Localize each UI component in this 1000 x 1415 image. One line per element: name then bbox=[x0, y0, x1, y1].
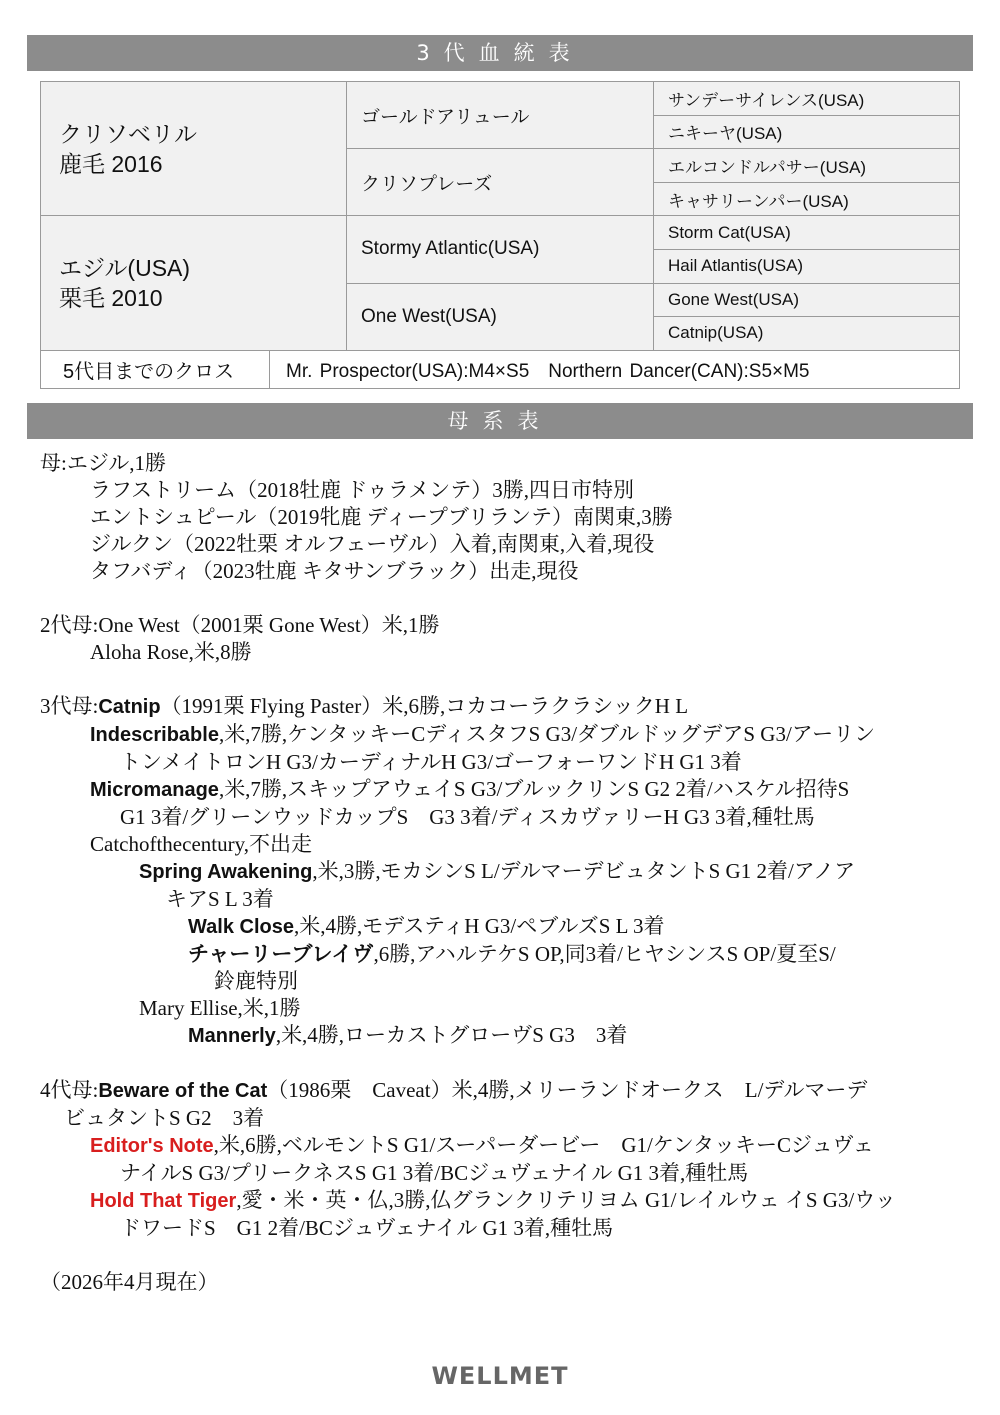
walk-close-name: Walk Close bbox=[188, 916, 294, 938]
spring-awakening-line bbox=[40, 858, 962, 886]
fourth-dam-line-2: ビュタントS G2 3着 bbox=[64, 1106, 265, 1130]
mary-ellise-line: Mary Ellise,米,1勝 bbox=[139, 996, 301, 1020]
editors-note-record: ,米,6勝,ベルモントS G1/スーパーダービー G1/ケンタッキーCジュヴェ bbox=[213, 1133, 874, 1157]
dam-sire: Stormy Atlantic(USA) bbox=[347, 216, 654, 283]
walk-close-line bbox=[40, 913, 962, 941]
cross-label: 5代目までのクロス bbox=[41, 351, 270, 389]
sire-sire-dam: ニキーヤ(USA) bbox=[654, 115, 960, 149]
indescribable-name: Indescribable bbox=[90, 724, 219, 746]
catchofthecentury-line: Catchofthecentury,不出走 bbox=[90, 832, 312, 856]
sire-name: クリソベリル bbox=[59, 120, 197, 147]
fourth-dam-record: （1986栗 Caveat）米,4勝,メリーランドオークス L/デルマーデ bbox=[267, 1078, 868, 1102]
dam-offspring-2: エントシュピール（2019牝鹿 ディープブリランテ）南関東,3勝 bbox=[90, 505, 673, 529]
fourth-dam-name: Beware of the Cat bbox=[98, 1080, 268, 1102]
micromanage-line-2: G1 3着/グリーンウッドカップS G3 3着/ディスカヴァリーH G3 3着,種牡馬 bbox=[120, 805, 815, 829]
cross-table bbox=[40, 350, 960, 389]
sire-info: 鹿毛 2016 bbox=[59, 150, 163, 177]
cross-value: Mr. Prospector(USA):M4×S5 Northern Dancer(CAN):S5×M5 bbox=[270, 351, 960, 389]
micromanage-record: ,米,7勝,スキップアウェイS G3/ブルックリンS G2 2着/ハスケル招待S bbox=[218, 777, 850, 801]
pedigree-header: 3代血統表 bbox=[27, 35, 973, 71]
as-of-note: （2026年4月現在） bbox=[40, 1270, 219, 1294]
dam-dam: One West(USA) bbox=[347, 283, 654, 350]
hold-that-tiger-line-2: ドワードS G1 2着/BCジュヴェナイル G1 3着,種牡馬 bbox=[120, 1216, 614, 1240]
sire-dam-dam: キャサリーンパー(USA) bbox=[654, 182, 960, 216]
fourth-dam-line bbox=[40, 1077, 962, 1105]
dam-name: エジル(USA) bbox=[59, 255, 191, 282]
family-header: 母系表 bbox=[27, 403, 973, 439]
hold-that-tiger-record: ,愛・米・英・仏,3勝,仏グランクリテリヨム G1/レイルウェ イS G3/ウッ bbox=[236, 1188, 896, 1212]
charly-line bbox=[40, 941, 962, 968]
third-dam-prefix: 3代母: bbox=[40, 694, 99, 718]
dam-dam-dam: Catnip(USA) bbox=[654, 317, 960, 351]
hold-that-tiger-name: Hold That Tiger bbox=[90, 1190, 237, 1212]
dam-sire-dam: Hail Atlantis(USA) bbox=[654, 249, 960, 283]
indescribable-line bbox=[40, 721, 962, 749]
sire-sire-sire: サンデーサイレンス(USA) bbox=[654, 82, 960, 116]
dam-cell bbox=[41, 216, 347, 350]
pedigree-table bbox=[40, 81, 960, 351]
spring-awakening-name: Spring Awakening bbox=[139, 861, 313, 883]
dam-sire-sire: Storm Cat(USA) bbox=[654, 216, 960, 250]
charly-record: ,6勝,アハルテケS OP,同3着/ヒヤシンスS OP/夏至S/ bbox=[373, 942, 836, 966]
dam-info: 栗毛 2010 bbox=[59, 285, 163, 312]
indescribable-record: ,米,7勝,ケンタッキーCディスタフS G3/ダブルドッグデアS G3/アーリン bbox=[218, 722, 876, 746]
sire-cell bbox=[41, 82, 347, 216]
second-dam-offspring: Aloha Rose,米,8勝 bbox=[90, 640, 252, 664]
sire-dam-sire: エルコンドルパサー(USA) bbox=[654, 149, 960, 183]
mannerly-line bbox=[40, 1022, 962, 1050]
hold-that-tiger-line bbox=[40, 1187, 962, 1215]
micromanage-name: Micromanage bbox=[90, 779, 219, 801]
dam-dam-sire: Gone West(USA) bbox=[654, 283, 960, 317]
mannerly-name: Mannerly bbox=[188, 1025, 276, 1047]
spring-awakening-record: ,米,3勝,モカシンS L/デルマーデビュタントS G1 2着/アノア bbox=[312, 859, 856, 883]
sire-sire: ゴールドアリュール bbox=[347, 82, 654, 149]
editors-note-line bbox=[40, 1132, 962, 1160]
third-dam-name: Catnip bbox=[98, 696, 161, 718]
dam-offspring-3: ジルクン（2022牡栗 オルフェーヴル）入着,南関東,入着,現役 bbox=[90, 532, 655, 556]
indescribable-line-2: トンメイトロンH G3/カーディナルH G3/ゴーフォーワンドH G1 3着 bbox=[120, 750, 742, 774]
family-table bbox=[40, 450, 962, 1296]
dam-offspring-4: タフバディ（2023牡鹿 キタサンブラック）出走,現役 bbox=[90, 559, 579, 583]
micromanage-line bbox=[40, 776, 962, 804]
second-dam-line: 2代母:One West（2001栗 Gone West）米,1勝 bbox=[40, 613, 440, 637]
sire-dam: クリソプレーズ bbox=[347, 149, 654, 216]
editors-note-line-2: ナイルS G3/プリークネスS G1 3着/BCジュヴェナイル G1 3着,種牡馬 bbox=[120, 1161, 749, 1185]
spring-awakening-line-2: キアS L 3着 bbox=[166, 887, 274, 911]
charly-name: チャーリーブレイヴ bbox=[188, 943, 374, 966]
dam-offspring-1: ラフストリーム（2018牡鹿 ドゥラメンテ）3勝,四日市特別 bbox=[90, 478, 635, 502]
mannerly-record: ,米,4勝,ローカストグローヴS G3 3着 bbox=[275, 1023, 628, 1047]
third-dam-line bbox=[40, 693, 962, 721]
wellmet-logo: WELLMET bbox=[431, 1362, 569, 1390]
editors-note-name: Editor's Note bbox=[90, 1135, 214, 1157]
fourth-dam-prefix: 4代母: bbox=[40, 1078, 99, 1102]
third-dam-rest: （1991栗 Flying Paster）米,6勝,コカコーラクラシックH L bbox=[160, 694, 689, 718]
walk-close-record: ,米,4勝,モデスティH G3/ペブルズS L 3着 bbox=[293, 914, 665, 938]
charly-line-2: 鈴鹿特別 bbox=[214, 969, 298, 993]
dam-line: 母:エジル,1勝 bbox=[40, 451, 167, 475]
